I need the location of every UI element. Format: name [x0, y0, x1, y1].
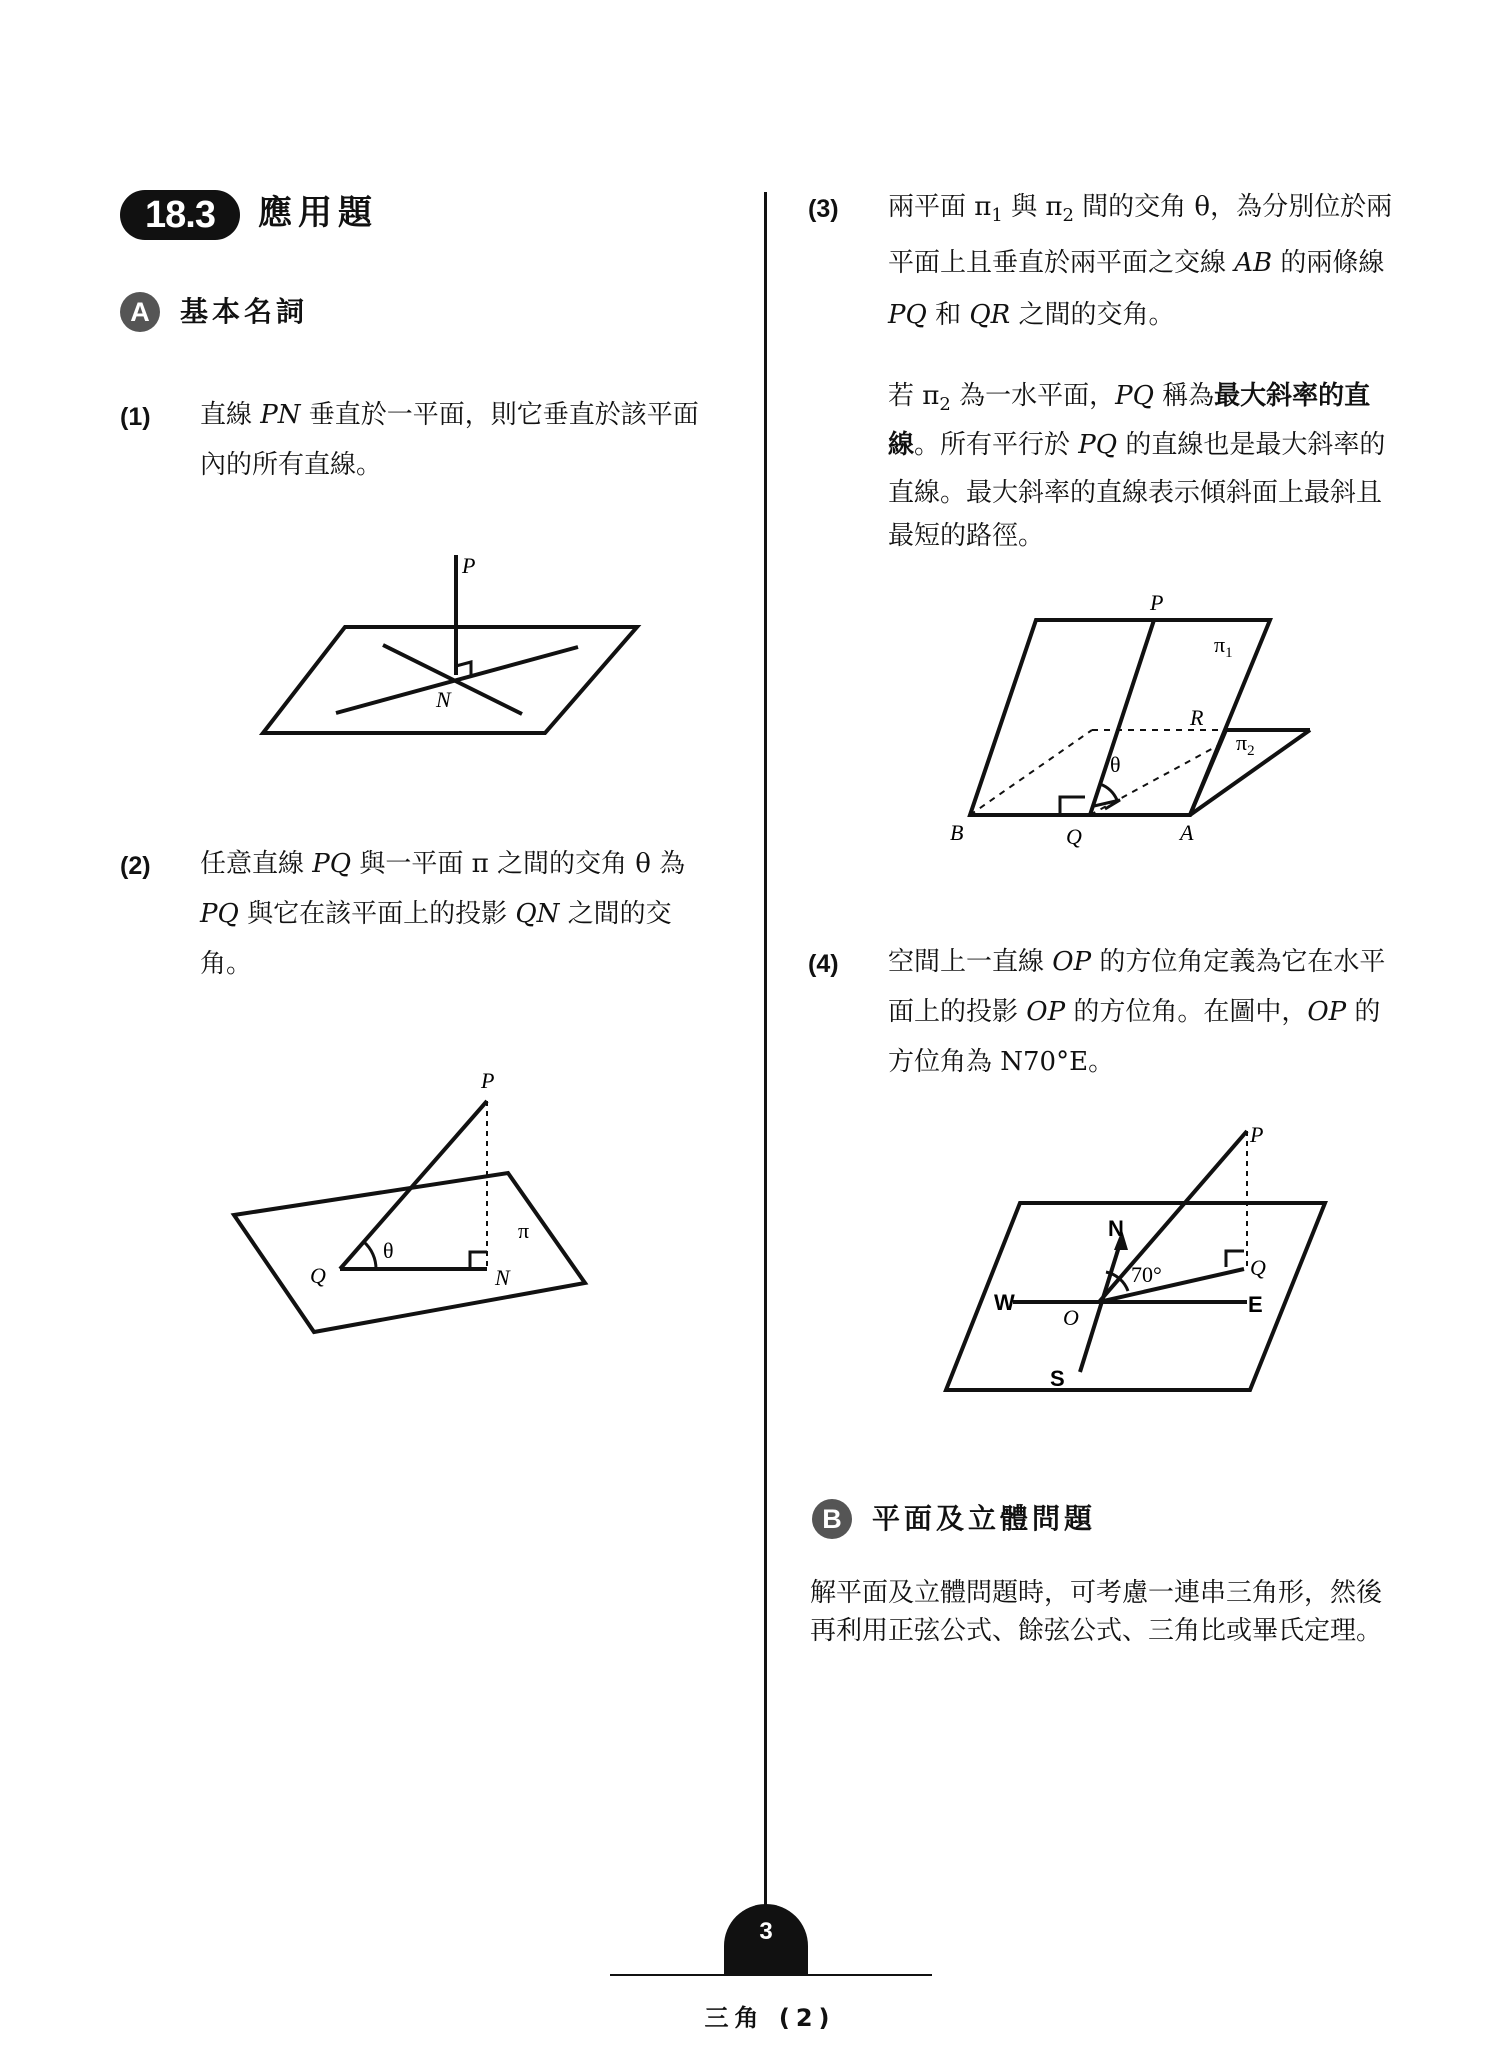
item-3-number: (3): [808, 195, 839, 223]
item-2-line-1: 任意直線 PQ 與一平面 π 之間的交角 θ 為: [200, 849, 686, 879]
footer-rule: [610, 1974, 932, 1976]
label-north: N: [1108, 1216, 1124, 1241]
label-o: O: [1063, 1305, 1079, 1330]
right-angle-mark: [1226, 1251, 1244, 1267]
section-b-line-1: 解平面及立體問題時，可考慮一連串三角形，然後: [810, 1578, 1383, 1608]
label-p: P: [481, 1068, 495, 1093]
item-3-line-1: 兩平面 $\pi_1$ 與 $\pi_2$ 間的交角 θ，為分別位於兩: [888, 192, 1393, 227]
section-title: 應用題: [258, 193, 378, 233]
item-4-number: (4): [808, 950, 839, 978]
page-number: 3: [759, 1918, 773, 1945]
north-south-axis: [1080, 1237, 1122, 1372]
label-n: N: [436, 687, 451, 712]
subsection-b-badge: B: [812, 1499, 852, 1539]
label-q: Q: [1066, 824, 1082, 849]
item-4-line-1: 空間上一直線 OP 的方位角定義為它在水平: [888, 947, 1386, 977]
figure-angle-between-planes: [930, 580, 1330, 850]
figure-line-plane-angle: [220, 1050, 600, 1350]
item-3-para2-line-2: 線。所有平行於 PQ 的直線也是最大斜率的: [888, 430, 1386, 460]
label-pi: π: [518, 1218, 530, 1243]
label-east: E: [1248, 1292, 1263, 1317]
label-pi2: $\pi_2$: [1236, 730, 1255, 759]
item-2-line-3: 角。: [200, 949, 253, 979]
item-3-para2-line-1: 若 $\pi_2$ 為一水平面，PQ 稱為最大斜率的直: [888, 381, 1371, 416]
label-q: Q: [310, 1263, 326, 1288]
right-angle-mark: [470, 1252, 487, 1269]
label-b: B: [950, 820, 964, 845]
item-3-para2-line-4: 最短的路徑。: [888, 521, 1045, 551]
plane-pi-outline: [234, 1173, 585, 1332]
subsection-a-title: 基本名詞: [180, 295, 309, 328]
subsection-b-title: 平面及立體問題: [872, 1502, 1097, 1535]
label-n: N: [495, 1265, 510, 1290]
item-3-line-3: PQ 和 QR 之間的交角。: [888, 300, 1175, 330]
figure-perpendicular-line-plane: [250, 540, 670, 750]
label-a: A: [1180, 820, 1194, 845]
item-3-para2-line-3: 直線。最大斜率的直線表示傾斜面上最斜且: [888, 478, 1383, 508]
item-1-number: (1): [120, 403, 151, 431]
column-divider: [764, 192, 767, 1924]
label-p: P: [1150, 590, 1164, 615]
label-south: S: [1050, 1366, 1065, 1391]
item-1-line-2: 內的所有直線。: [200, 450, 383, 480]
right-angle-mark: [1060, 797, 1085, 815]
label-70-degrees: 70°: [1131, 1262, 1162, 1287]
item-4-line-2: 面上的投影 OP 的方位角。在圖中，OP 的: [888, 997, 1381, 1027]
label-west: W: [994, 1290, 1015, 1315]
item-1-line-1: 直線 PN 垂直於一平面，則它垂直於該平面: [200, 400, 699, 430]
item-2-line-2: PQ 與它在該平面上的投影 QN 之間的交: [200, 899, 672, 929]
footer-chapter-title: 三角 (2): [704, 2004, 836, 2032]
item-2-number: (2): [120, 852, 151, 880]
label-q: Q: [1250, 1255, 1266, 1280]
label-theta: θ: [383, 1238, 394, 1263]
item-4-line-3: 方位角為 N70°E。: [888, 1047, 1115, 1077]
figure-bearing-of-line: [930, 1110, 1330, 1400]
section-number-badge: 18.3: [120, 190, 240, 240]
label-pi1: $\pi_1$: [1214, 632, 1233, 661]
section-b-line-2: 再利用正弦公式、餘弦公式、三角比或畢氏定理。: [810, 1616, 1383, 1646]
line-pq: [340, 1101, 487, 1269]
label-p: P: [1250, 1122, 1264, 1147]
label-r: R: [1190, 705, 1204, 730]
subsection-a-badge: A: [120, 292, 160, 332]
item-3-line-2: 平面上且垂直於兩平面之交線 AB 的兩條線: [888, 248, 1385, 278]
label-p: P: [462, 553, 476, 578]
label-theta: θ: [1110, 752, 1121, 777]
